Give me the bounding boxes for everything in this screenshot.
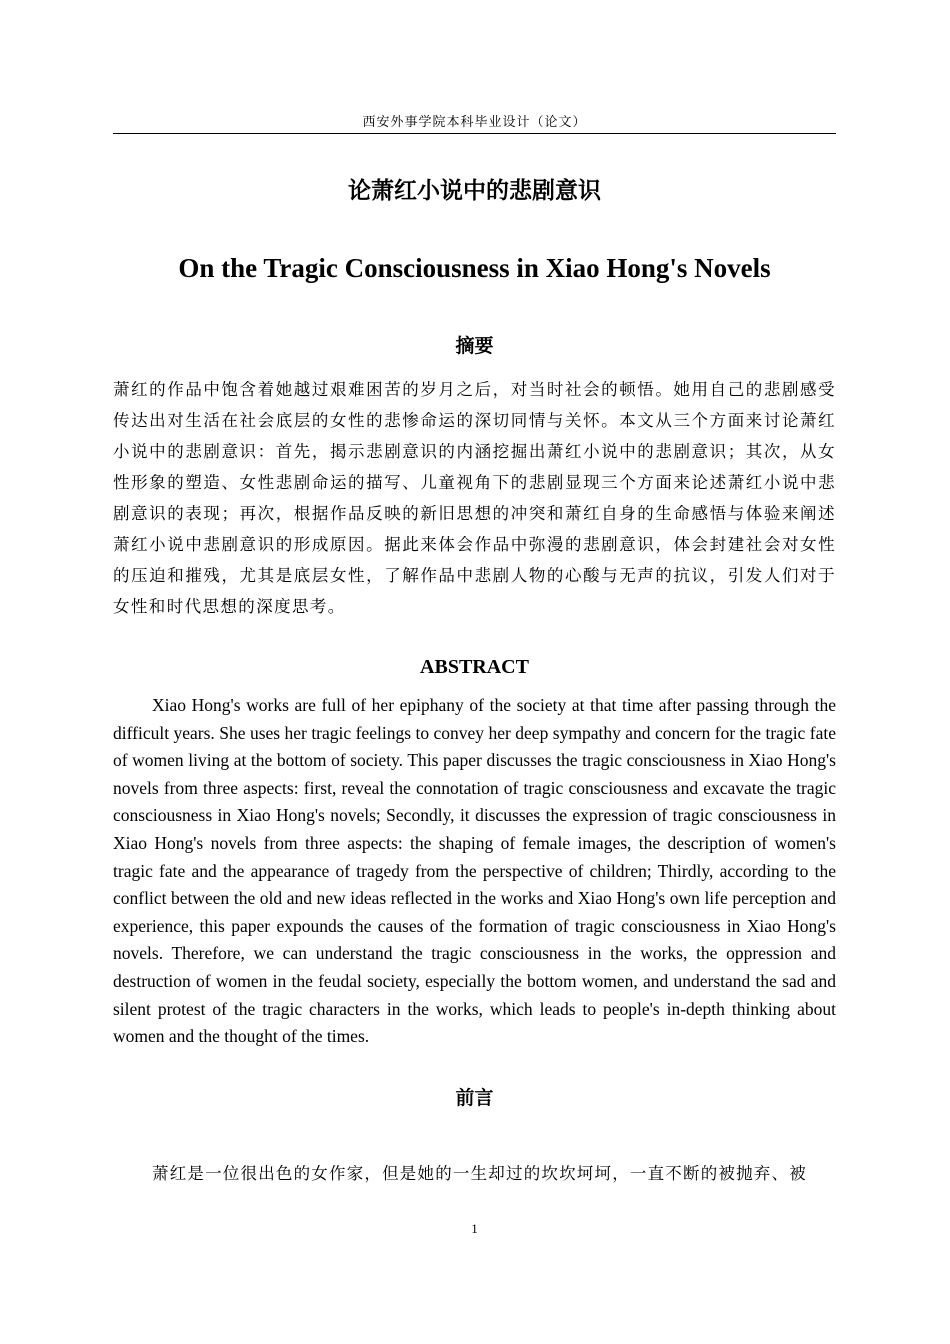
running-header: 西安外事学院本科毕业设计（论文） [113,113,836,134]
abstract-cn-body: 萧红的作品中饱含着她越过艰难困苦的岁月之后，对当时社会的顿悟。她用自己的悲剧感受传达出对生活在社会底层的女性的悲惨命运的深切同情与关怀。本文从三个方面来讨论萧红小说中的悲剧意识：首先，揭示悲剧意识的内涵挖掘出萧红小说中的悲剧意识；其次，从女性形象的塑造、女性悲剧命运的描写、儿童视角下的悲剧显现三个方面来论述萧红小说中悲剧意识的表现；再次，根据作品反映的新旧思想的冲突和萧红自身的生命感悟与体验来阐述萧红小说中悲剧意识的形成原因。据此来体会作品中弥漫的悲剧意识，体会封建社会对女性的压迫和摧残，尤其是底层女性，了解作品中悲剧人物的心酸与无声的抗议，引发人们对于女性和时代思想的深度思考。 [113,380,836,616]
page-number: 1 [471,1221,478,1236]
preface-heading: 前言 [455,1087,494,1109]
title-english: On the Tragic Consciousness in Xiao Hong's Novels [178,253,771,283]
abstract-en-body: Xiao Hong's works are full of her epiphany of the society at that time after passing through the difficult years. She uses her tragic feelings to convey her deep sympathy and concern for the tragic fate of women living at the bottom of society. This paper discusses the tragic consciousness in Xiao Hong's novels from three aspects: first, reveal the connotation of tragic consciousness and excavate the tragic consciousness in Xiao Hong's novels; Secondly, it discusses the expression of tragic consciousness in Xiao Hong's novels from three aspects: the shaping of female images, the description of women's tragic fate and the appearance of tragedy from the perspective of children; Thirdly, according to the conflict between the old and new ideas reflected in the works and Xiao Hong's own life perception and experience, this paper expounds the causes of the formation of tragic consciousness in Xiao Hong's novels. Therefore, we can understand the tragic consciousness in the works, the oppression and destruction of women in the feudal society, especially the bottom women, and understand the sad and silent protest of the tragic characters in the works, which leads to people's in-depth thinking about women and the thought of the times. [113,695,836,1047]
title-chinese: 论萧红小说中的悲剧意识 [348,178,601,204]
preface-first-line: 萧红是一位很出色的女作家，但是她的一生却过的坎坎坷坷，一直不断的被抛弃、被 [152,1164,807,1183]
abstract-en-heading: ABSTRACT [420,656,529,678]
abstract-cn-heading: 摘要 [455,335,494,357]
